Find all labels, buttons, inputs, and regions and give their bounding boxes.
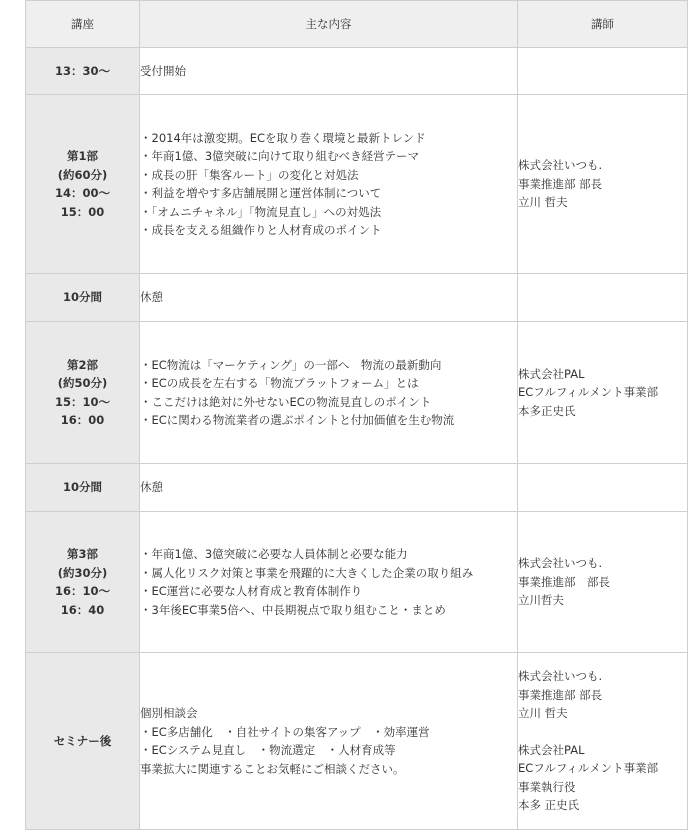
label-line: 第3部 — [66, 547, 98, 561]
label-line: 第1部 — [66, 149, 98, 163]
speaker-line: 事業推進部 部長 — [518, 574, 610, 589]
label-line: 10分間 — [62, 480, 102, 495]
speaker-line: 本多 正史氏 — [518, 798, 580, 813]
speaker-line: 株式会社PAL — [518, 742, 585, 757]
row-content — [140, 322, 518, 464]
label-line: 第2部 — [66, 357, 98, 372]
speaker-line: 事業推進部 部長 — [518, 176, 603, 191]
row-label — [26, 322, 140, 464]
content-line: ・属人化リスク対策と事業を飛躍的に大きくした企業の取り組み — [140, 565, 474, 580]
row-label — [26, 48, 140, 95]
row-speaker — [518, 512, 688, 653]
table-row — [26, 48, 688, 95]
label-line: 16：40 — [60, 602, 105, 617]
content-line: ・ECの成長を左右する「物流プラットフォーム」とは — [140, 376, 419, 390]
speaker-line: 株式会社いつも. — [518, 669, 603, 684]
content-line: ・利益を増やす多店舗展開と運営体制について — [140, 186, 382, 200]
content-line: ・「オムニチャネル」「物流見直し」への対処法 — [140, 204, 382, 219]
content-line: ・ECシステム見直し ・物流選定 ・人材育成等 — [140, 743, 396, 757]
row-content — [140, 48, 518, 95]
row-speaker — [518, 322, 688, 464]
row-label — [26, 464, 140, 512]
label-line: 10分間 — [62, 290, 102, 305]
speaker-line: 株式会社いつも. — [518, 158, 603, 173]
label-line: (約60分) — [57, 167, 108, 182]
speaker-line: 事業執行役 — [518, 779, 576, 794]
row-speaker — [518, 653, 688, 830]
speaker-line: 立川哲夫 — [518, 593, 564, 608]
header-speaker: 講師 — [518, 1, 688, 48]
row-label — [26, 95, 140, 274]
table-row — [26, 274, 688, 322]
content-line: ・ECに関わる物流業者の選ぶポイントと付加価値を生む物流 — [140, 413, 455, 427]
speaker-line: ECフルフィルメント事業部 — [518, 761, 659, 776]
speaker-line: 事業推進部 部長 — [518, 687, 603, 702]
label-line: 14：00〜 — [54, 186, 110, 200]
seminar-schedule-table — [25, 0, 688, 830]
content-line: ・成長の肝「集客ルート」の変化と対処法 — [140, 167, 359, 182]
label-line: (約50分) — [57, 376, 108, 390]
table-row — [26, 95, 688, 274]
row-content — [140, 512, 518, 653]
table-row — [26, 512, 688, 653]
line-gap — [518, 723, 687, 741]
label-line: 15：00 — [60, 204, 105, 219]
content-line: ・EC運営に必要な人材育成と教育体制作り — [140, 584, 363, 598]
speaker-line: 立川 哲夫 — [518, 195, 568, 210]
row-label — [26, 653, 140, 830]
label-line: 13：30〜 — [54, 63, 110, 78]
row-label — [26, 512, 140, 653]
content-line: 休憩 — [140, 290, 163, 305]
content-line: ・EC物流は「マーケティング」の一部へ 物流の最新動向 — [140, 357, 442, 372]
content-line: 事業拡大に関連することお気軽にご相談ください。 — [140, 761, 405, 776]
content-line: 休憩 — [140, 480, 163, 495]
speaker-line: 株式会社いつも. — [518, 556, 603, 571]
row-content — [140, 274, 518, 322]
content-line: ・年商1億、3億突破に向けて取り組むべき経営テーマ — [140, 149, 420, 163]
content-line: ・成長を支える組織作りと人材育成のポイント — [140, 223, 382, 237]
row-content — [140, 95, 518, 274]
row-speaker — [518, 48, 688, 95]
header-content: 主な内容 — [140, 1, 518, 48]
speaker-line: 立川 哲夫 — [518, 706, 568, 721]
row-label — [26, 274, 140, 322]
table-row — [26, 464, 688, 512]
row-speaker — [518, 95, 688, 274]
content-line: ・年商1億、3億突破に必要な人員体制と必要な能力 — [140, 547, 408, 561]
speaker-line: 株式会社PAL — [518, 366, 585, 381]
content-line: 個別相談会 — [140, 706, 198, 720]
label-line: (約30分) — [57, 565, 108, 580]
row-content — [140, 653, 518, 830]
table-row — [26, 653, 688, 830]
label-line: 16：00 — [60, 413, 105, 427]
row-speaker — [518, 464, 688, 512]
speaker-line: 本多正史氏 — [518, 403, 576, 418]
row-speaker — [518, 274, 688, 322]
row-content — [140, 464, 518, 512]
label-line: セミナー後 — [53, 733, 112, 748]
table-row — [26, 322, 688, 464]
speaker-line: ECフルフィルメント事業部 — [518, 385, 659, 400]
label-line: 16：10〜 — [54, 584, 110, 598]
content-line: 受付開始 — [140, 63, 186, 78]
header-course: 講座 — [26, 1, 140, 48]
label-line: 15：10〜 — [54, 394, 110, 409]
content-line: ・EC多店舗化 ・自社サイトの集客アップ ・効率運営 — [140, 724, 430, 739]
table-header-row — [26, 1, 688, 48]
content-line: ・3年後EC事業5倍へ、中長期視点で取り組むこと・まとめ — [140, 602, 446, 617]
content-line: ・2014年は激変期。ECを取り巻く環境と最新トレンド — [140, 130, 426, 145]
content-line: ・ここだけは絶対に外せないECの物流見直しのポイント — [140, 394, 432, 409]
